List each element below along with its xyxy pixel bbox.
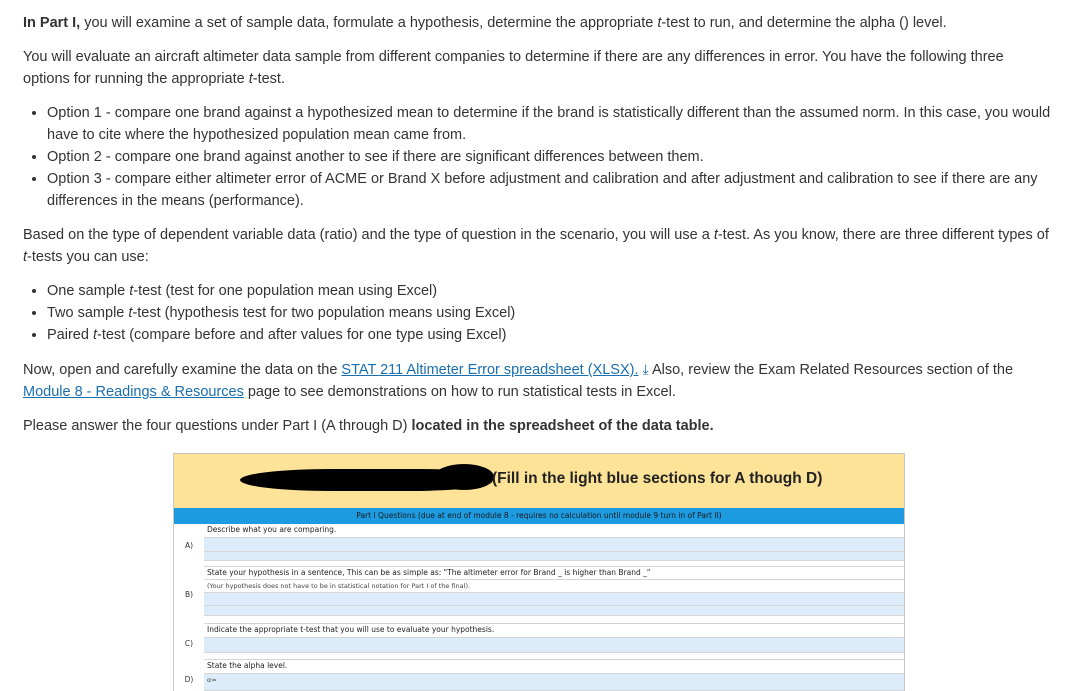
question-b-prompt: State your hypothesis in a sentence, This can be as simple as: "The altimeter error for Brand _ is higher than Brand _"	[204, 567, 904, 580]
ttest-intro-paragraph: Based on the type of dependent variable data (ratio) and the type of question in the scenario, you will use a t-test. As you know, there are three different types of t-tests you can use:	[23, 227, 1049, 265]
spacer-row	[204, 653, 904, 660]
scenario-paragraph: You will evaluate an aircraft altimeter data sample from different companies to determine if there are any differences in error. You have the following three options for running the appropriate t-test.	[23, 49, 1004, 87]
answer-a-cell[interactable]	[204, 552, 904, 561]
question-b-note: (Your hypothesis does not have to be in statistical notation for Part I of the final).	[204, 580, 904, 593]
answer-c-cell[interactable]	[204, 638, 904, 653]
answer-b-cell[interactable]	[204, 593, 904, 606]
spreadsheet-link[interactable]: STAT 211 Altimeter Error spreadsheet (XLSX).	[341, 362, 639, 378]
list-item: • Two sample t-test (hypothesis test for two population means using Excel)	[47, 302, 1053, 324]
options-list	[23, 102, 1053, 212]
part-band: Part I Questions (due at end of module 8 - requires no calculation until module 9 turn in of Part II)	[174, 508, 904, 524]
list-item: • Option 2 - compare one brand against another to see if there are significant differences between them.	[47, 146, 1053, 168]
sheet-title: (Fill in the light blue sections for A though D)	[492, 470, 823, 487]
answer-a-cell[interactable]	[204, 538, 904, 552]
list-item: • Option 1 - compare one brand against a hypothesized mean to determine if the brand is statistically different than the assumed norm. In this case, you would have to cite where the hypothesized population mean came from.	[47, 102, 1053, 146]
list-item: • Paired t-test (compare before and after values for one type using Excel)	[47, 324, 1053, 346]
question-d-label: D)	[174, 669, 204, 683]
module-resources-link[interactable]: Module 8 - Readings & Resources	[23, 384, 244, 400]
answer-b-cell[interactable]	[204, 606, 904, 616]
question-a-prompt: Describe what you are comparing.	[204, 524, 904, 538]
spacer-row	[204, 616, 904, 624]
ttest-list	[23, 280, 1053, 346]
redaction-mark	[434, 464, 494, 490]
answer-d-cell[interactable]: α=	[204, 674, 904, 691]
question-a-label: A)	[174, 535, 204, 549]
question-c-prompt: Indicate the appropriate t-test that you will use to evaluate your hypothesis.	[204, 624, 904, 638]
resources-paragraph: Now, open and carefully examine the data on the STAT 211 Altimeter Error spreadsheet (XLSX). ⤓ Also, review the Exam Related Resources section of the Module 8 - Readings & Resources page to see demonstrations on how to run statistical tests in Excel.	[23, 358, 1053, 403]
question-d-prompt: State the alpha level.	[204, 660, 904, 674]
instructions	[23, 12, 1053, 449]
answer-instructions-paragraph: Please answer the four questions under Part I (A through D) located in the spreadsheet of the data table.	[23, 418, 714, 434]
download-arrow-icon[interactable]: ⤓	[642, 361, 649, 377]
spreadsheet-screenshot	[173, 453, 905, 691]
intro-paragraph: In Part I, you will examine a set of sample data, formulate a hypothesis, determine the appropriate t-test to run, and determine the alpha () level.	[23, 15, 947, 31]
list-item: • One sample t-test (test for one population mean using Excel)	[47, 280, 1053, 302]
part-label: In Part I,	[23, 15, 81, 31]
question-c-label: C)	[174, 633, 204, 647]
sheet-header	[174, 453, 904, 509]
question-b-label: B)	[174, 584, 204, 598]
list-item: • Option 3 - compare either altimeter error of ACME or Brand X before adjustment and calibration and after adjustment and calibration to see if there are any differences in the means (performance).	[47, 168, 1053, 212]
